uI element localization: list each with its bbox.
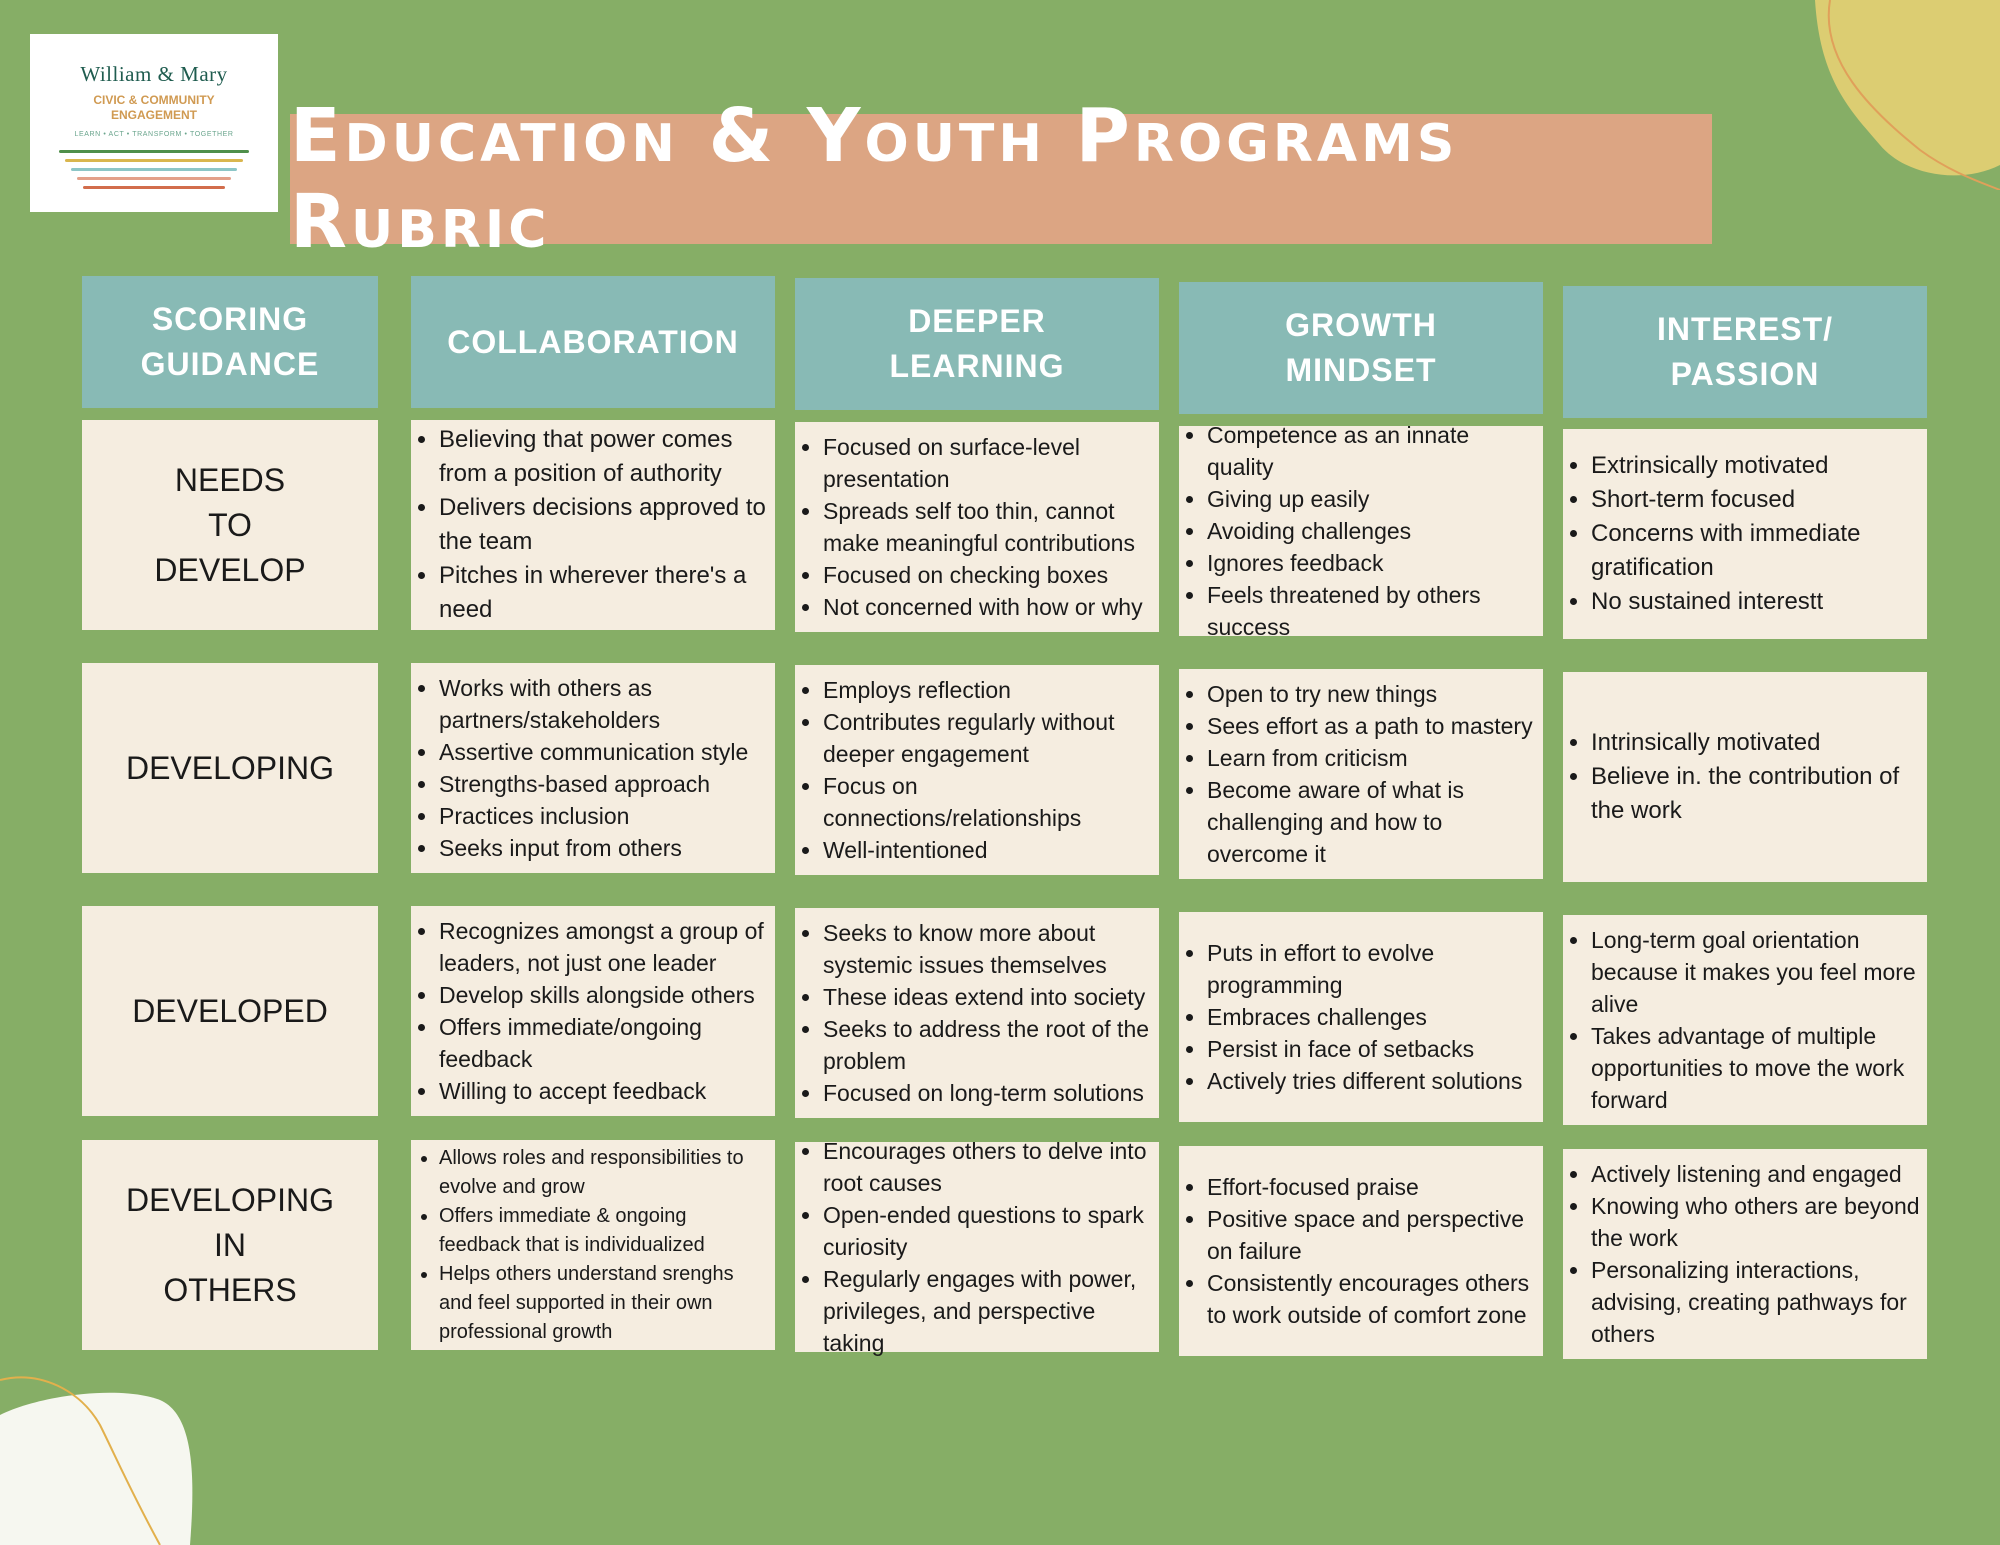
bullet-list bbox=[1569, 449, 1923, 619]
bullet-list bbox=[1569, 726, 1923, 828]
row-label-line: TO bbox=[208, 506, 252, 543]
row-label-line: OTHERS bbox=[163, 1271, 297, 1308]
list-item: • Actively listening and engaged bbox=[1591, 1158, 1923, 1190]
cell-needs-collaboration bbox=[411, 420, 775, 630]
list-item: • Giving up easily bbox=[1207, 483, 1539, 515]
list-item: • Helps others understand srenghs and feel supported in their own professional growth bbox=[439, 1260, 771, 1347]
list-item: • Develop skills alongside others bbox=[439, 979, 771, 1011]
bullet-list bbox=[1569, 1158, 1923, 1350]
row-label-line: DEVELOPING bbox=[125, 749, 335, 786]
logo-stripe bbox=[71, 168, 237, 171]
row-label-developing-in-others bbox=[82, 1140, 378, 1350]
logo-stripes bbox=[59, 150, 249, 189]
decorative-blob-top-right bbox=[1810, 0, 2000, 190]
decorative-blob-bottom-left bbox=[0, 1370, 210, 1545]
list-item: • Willing to accept feedback bbox=[439, 1075, 771, 1107]
header-line: DEEPER bbox=[908, 303, 1046, 339]
list-item: • Pitches in wherever there's a need bbox=[439, 559, 771, 627]
list-item: • Competence as an innate quality bbox=[1207, 419, 1539, 483]
header-line: LEARNING bbox=[889, 348, 1065, 384]
list-item: • Employs reflection bbox=[823, 674, 1155, 706]
list-item: • Believe in. the contribution of the work bbox=[1591, 760, 1923, 828]
list-item: • Long-term goal orientation because it makes you feel more alive bbox=[1591, 924, 1923, 1020]
logo-tagline: LEARN • ACT • TRANSFORM • TOGETHER bbox=[74, 131, 234, 138]
logo-stripe bbox=[65, 159, 243, 162]
list-item: • Offers immediate & ongoing feedback that is individualized bbox=[439, 1202, 771, 1260]
cell-developed-growth-mindset bbox=[1179, 912, 1543, 1122]
list-item: • Open-ended questions to spark curiosity bbox=[823, 1199, 1155, 1263]
list-item: • Consistently encourages others to work outside of comfort zone bbox=[1207, 1267, 1539, 1331]
list-item: • Works with others as partners/stakeholders bbox=[439, 672, 771, 736]
list-item: • Strengths-based approach bbox=[439, 768, 771, 800]
logo-stripe bbox=[83, 186, 225, 189]
list-item: • Persist in face of setbacks bbox=[1207, 1033, 1539, 1065]
cell-developing-deeper-learning bbox=[795, 665, 1159, 875]
cell-developing-interest-passion bbox=[1563, 672, 1927, 882]
bullet-list bbox=[417, 672, 771, 864]
row-label-developed bbox=[82, 906, 378, 1116]
row-label-line: DEVELOPING bbox=[125, 1181, 335, 1218]
list-item: • Intrinsically motivated bbox=[1591, 726, 1923, 760]
logo-subtitle bbox=[30, 93, 278, 123]
list-item: • Spreads self too thin, cannot make meaningful contributions bbox=[823, 495, 1155, 559]
list-item: • Practices inclusion bbox=[439, 800, 771, 832]
bullet-list bbox=[1185, 1171, 1539, 1331]
list-item: • Knowing who others are beyond the work bbox=[1591, 1190, 1923, 1254]
list-item: • Seeks input from others bbox=[439, 832, 771, 864]
list-item: • Focused on surface-level presentation bbox=[823, 431, 1155, 495]
list-item: • Not concerned with how or why bbox=[823, 591, 1155, 623]
list-item: • Assertive communication style bbox=[439, 736, 771, 768]
list-item: • Personalizing interactions, advising, creating pathways for others bbox=[1591, 1254, 1923, 1350]
header-line: MINDSET bbox=[1285, 352, 1437, 388]
cell-developing-collaboration bbox=[411, 663, 775, 873]
list-item: • Embraces challenges bbox=[1207, 1001, 1539, 1033]
bullet-list bbox=[1185, 419, 1539, 643]
header-line: GUIDANCE bbox=[140, 346, 320, 382]
header-growth-mindset bbox=[1179, 282, 1543, 414]
logo-stripe bbox=[59, 150, 249, 153]
bullet-list bbox=[1569, 924, 1923, 1116]
bullet-list bbox=[1185, 937, 1539, 1097]
row-label-line: IN bbox=[214, 1226, 246, 1263]
list-item: • Focused on long-term solutions bbox=[823, 1077, 1155, 1109]
list-item: • Focus on connections/relationships bbox=[823, 770, 1155, 834]
header-interest-passion bbox=[1563, 286, 1927, 418]
list-item: • Delivers decisions approved to the team bbox=[439, 491, 771, 559]
header-line: INTEREST/ bbox=[1656, 311, 1834, 347]
bullet-list bbox=[417, 1144, 771, 1347]
list-item: • Encourages others to delve into root causes bbox=[823, 1135, 1155, 1199]
cell-developing-growth-mindset bbox=[1179, 669, 1543, 879]
row-label-line: NEEDS bbox=[174, 461, 286, 498]
cell-others-growth-mindset bbox=[1179, 1146, 1543, 1356]
header-line: COLLABORATION bbox=[447, 323, 739, 360]
list-item: • Recognizes amongst a group of leaders, not just one leader bbox=[439, 915, 771, 979]
cell-others-interest-passion bbox=[1563, 1149, 1927, 1359]
list-item: • These ideas extend into society bbox=[823, 981, 1155, 1013]
cell-others-collaboration bbox=[411, 1140, 775, 1350]
list-item: • No sustained interestt bbox=[1591, 585, 1923, 619]
bullet-list bbox=[1185, 678, 1539, 870]
list-item: • Learn from criticism bbox=[1207, 742, 1539, 774]
cell-developed-collaboration bbox=[411, 906, 775, 1116]
header-collaboration bbox=[411, 276, 775, 408]
bullet-list bbox=[801, 917, 1155, 1109]
list-item: • Become aware of what is challenging and how to overcome it bbox=[1207, 774, 1539, 870]
cell-needs-growth-mindset bbox=[1179, 422, 1543, 640]
page-title: Education & Youth Programs Rubric bbox=[290, 93, 1459, 265]
list-item: • Positive space and perspective on failure bbox=[1207, 1203, 1539, 1267]
logo-subtitle-line1: CIVIC & COMMUNITY bbox=[93, 93, 215, 107]
cell-needs-interest-passion bbox=[1563, 429, 1927, 639]
row-label-line: DEVELOPED bbox=[132, 992, 328, 1029]
cell-developed-interest-passion bbox=[1563, 915, 1927, 1125]
bullet-list bbox=[801, 431, 1155, 623]
list-item: • Feels threatened by others success bbox=[1207, 579, 1539, 643]
list-item: • Contributes regularly without deeper engagement bbox=[823, 706, 1155, 770]
row-label-needs-to-develop bbox=[82, 420, 378, 630]
list-item: • Seeks to address the root of the problem bbox=[823, 1013, 1155, 1077]
list-item: • Open to try new things bbox=[1207, 678, 1539, 710]
cell-others-deeper-learning bbox=[795, 1138, 1159, 1356]
list-item: • Takes advantage of multiple opportunities to move the work forward bbox=[1591, 1020, 1923, 1116]
list-item: • Ignores feedback bbox=[1207, 547, 1539, 579]
list-item: • Actively tries different solutions bbox=[1207, 1065, 1539, 1097]
list-item: • Concerns with immediate gratification bbox=[1591, 517, 1923, 585]
logo-subtitle-line2: ENGAGEMENT bbox=[110, 108, 197, 122]
header-line: SCORING bbox=[151, 301, 309, 337]
logo-stripe bbox=[77, 177, 231, 180]
list-item: • Seeks to know more about systemic issues themselves bbox=[823, 917, 1155, 981]
cell-developed-deeper-learning bbox=[795, 908, 1159, 1118]
list-item: • Puts in effort to evolve programming bbox=[1207, 937, 1539, 1001]
list-item: • Extrinsically motivated bbox=[1591, 449, 1923, 483]
title-banner bbox=[290, 93, 1712, 265]
header-line: PASSION bbox=[1670, 356, 1820, 392]
bullet-list bbox=[417, 915, 771, 1107]
list-item: • Well-intentioned bbox=[823, 834, 1155, 866]
logo-name: William & Mary bbox=[80, 62, 228, 86]
header-line: GROWTH bbox=[1285, 307, 1437, 343]
wm-logo bbox=[30, 34, 278, 212]
bullet-list bbox=[417, 423, 771, 627]
list-item: • Short-term focused bbox=[1591, 483, 1923, 517]
bullet-list bbox=[801, 1135, 1155, 1359]
list-item: • Believing that power comes from a position of authority bbox=[439, 423, 771, 491]
list-item: • Regularly engages with power, privileges, and perspective taking bbox=[823, 1263, 1155, 1359]
row-label-developing bbox=[82, 663, 378, 873]
list-item: • Focused on checking boxes bbox=[823, 559, 1155, 591]
list-item: • Sees effort as a path to mastery bbox=[1207, 710, 1539, 742]
list-item: • Allows roles and responsibilities to evolve and grow bbox=[439, 1144, 771, 1202]
list-item: • Avoiding challenges bbox=[1207, 515, 1539, 547]
list-item: • Offers immediate/ongoing feedback bbox=[439, 1011, 771, 1075]
list-item: • Effort-focused praise bbox=[1207, 1171, 1539, 1203]
cell-needs-deeper-learning bbox=[795, 422, 1159, 632]
bullet-list bbox=[801, 674, 1155, 866]
row-label-line: DEVELOP bbox=[154, 551, 306, 588]
header-deeper-learning bbox=[795, 278, 1159, 410]
header-scoring-guidance bbox=[82, 276, 378, 408]
